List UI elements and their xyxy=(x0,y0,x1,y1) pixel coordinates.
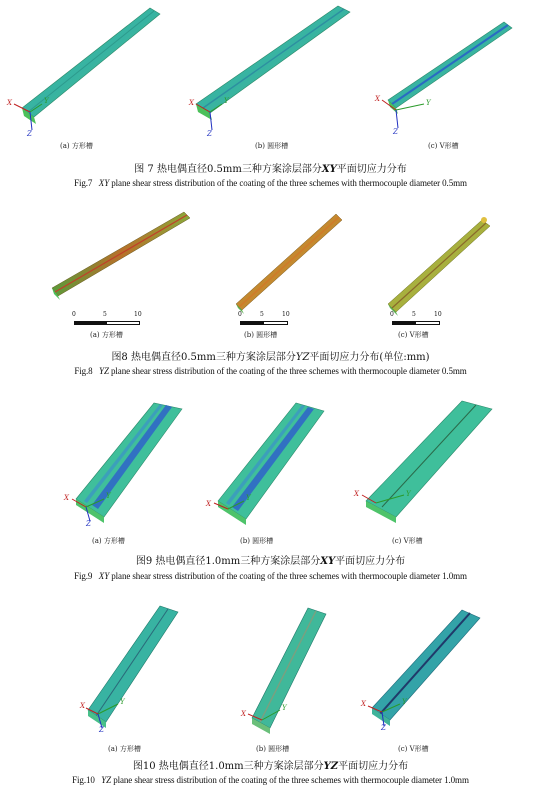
fig7-caption-en: Fig.7 XY plane shear stress distribution of the coating of the three schemes with thermocouple diameter 0.5mm xyxy=(74,178,467,188)
fig7b-z-label: Z xyxy=(207,130,212,138)
fig10a-model xyxy=(88,606,178,728)
fig9a-x-label: X xyxy=(64,494,69,502)
fig7b-y-label: Y xyxy=(224,97,229,105)
fig8b-model xyxy=(236,214,342,314)
fig8c-model xyxy=(388,217,490,316)
fig8a-model xyxy=(52,212,190,300)
fig8a-scale-bar: 0 5 10 xyxy=(74,314,138,336)
fig8c-scale-bar: 0 5 10 xyxy=(392,314,438,336)
fig10-caption-en: Fig.10 YZ plane shear stress distribution of the coating of the three schemes with thermocouple diameter 1.0mm xyxy=(72,775,469,785)
fig9b-x-label: X xyxy=(206,500,211,508)
fig10b-label: (b) 圆形槽 xyxy=(256,745,290,753)
fig9b-label: (b) 圆形槽 xyxy=(240,537,274,545)
fig9c-x-label: X xyxy=(354,490,359,498)
fig10a-z-label: Z xyxy=(99,726,104,734)
fig8-caption-cn: 图8 热电偶直径0.5mm三种方案涂层部分YZ平面切应力分布(单位:mm) xyxy=(111,352,430,363)
fig9a-y-label: Y xyxy=(106,492,111,500)
fig10c-x-label: X xyxy=(361,700,366,708)
fig8a-label: (a) 方形槽 xyxy=(90,331,123,339)
fig9b-y-label: Y xyxy=(246,494,251,502)
fig9c-label: (c) V形槽 xyxy=(392,537,423,545)
fig10b-x-label: X xyxy=(241,710,246,718)
fig7c-z-label: Z xyxy=(393,128,398,136)
fig9c-y-label: Y xyxy=(406,490,411,498)
fig8-caption-en: Fig.8 YZ plane shear stress distribution of the coating of the three schemes with thermocouple diameter 0.5mm xyxy=(74,366,467,376)
fig10c-y-label: Y xyxy=(402,698,407,706)
fig7a-x-label: X xyxy=(7,99,12,107)
fig7a-model xyxy=(22,8,160,124)
fig7a-z-label: Z xyxy=(27,130,32,138)
fig7c-model xyxy=(388,22,512,114)
fig10c-model xyxy=(372,610,480,726)
fig7-caption-cn: 图 7 热电偶直径0.5mm三种方案涂层部分XY平面切应力分布 xyxy=(134,164,407,175)
fig10a-y-label: Y xyxy=(120,698,125,706)
fig9b-model xyxy=(218,403,324,525)
fig9a-model xyxy=(76,403,182,523)
fig7b-x-label: X xyxy=(189,99,194,107)
fig7b-model xyxy=(196,6,350,120)
fig7b-label: (b) 圆形槽 xyxy=(255,142,289,150)
fig10b-y-label: Y xyxy=(282,704,287,712)
fig10-renders xyxy=(0,600,541,740)
fig9a-z-label: Z xyxy=(86,520,91,528)
fig7c-axes xyxy=(382,100,424,128)
fig7c-y-label: Y xyxy=(426,99,431,107)
fig7-renders xyxy=(0,0,541,160)
fig9-caption-cn: 图9 热电偶直径1.0mm三种方案涂层部分XY平面切应力分布 xyxy=(135,556,406,567)
fig9c-model xyxy=(366,401,492,523)
fig7c-label: (c) V形槽 xyxy=(428,142,459,150)
fig7a-y-label: Y xyxy=(44,97,49,105)
fig10c-z-label: Z xyxy=(381,724,386,732)
fig8-renders xyxy=(0,200,541,330)
fig10-caption-cn: 图10 热电偶直径1.0mm三种方案涂层部分YZ平面切应力分布 xyxy=(132,761,409,772)
fig9-renders xyxy=(0,395,541,535)
fig9a-label: (a) 方形槽 xyxy=(92,537,125,545)
fig8b-scale-bar: 0 5 10 xyxy=(240,314,286,336)
fig10a-label: (a) 方形槽 xyxy=(108,745,141,753)
fig8c-label: (c) V形槽 xyxy=(398,331,429,339)
fig7a-label: (a) 方形槽 xyxy=(60,142,93,150)
fig7c-x-label: X xyxy=(375,95,380,103)
fig8b-label: (b) 圆形槽 xyxy=(244,331,278,339)
fig10c-label: (c) V形槽 xyxy=(398,745,429,753)
fig9-caption-en: Fig.9 XY plane shear stress distribution of the coating of the three schemes with thermocouple diameter 1.0mm xyxy=(74,571,467,581)
fig10b-model xyxy=(252,608,326,734)
fig10a-x-label: X xyxy=(80,702,85,710)
